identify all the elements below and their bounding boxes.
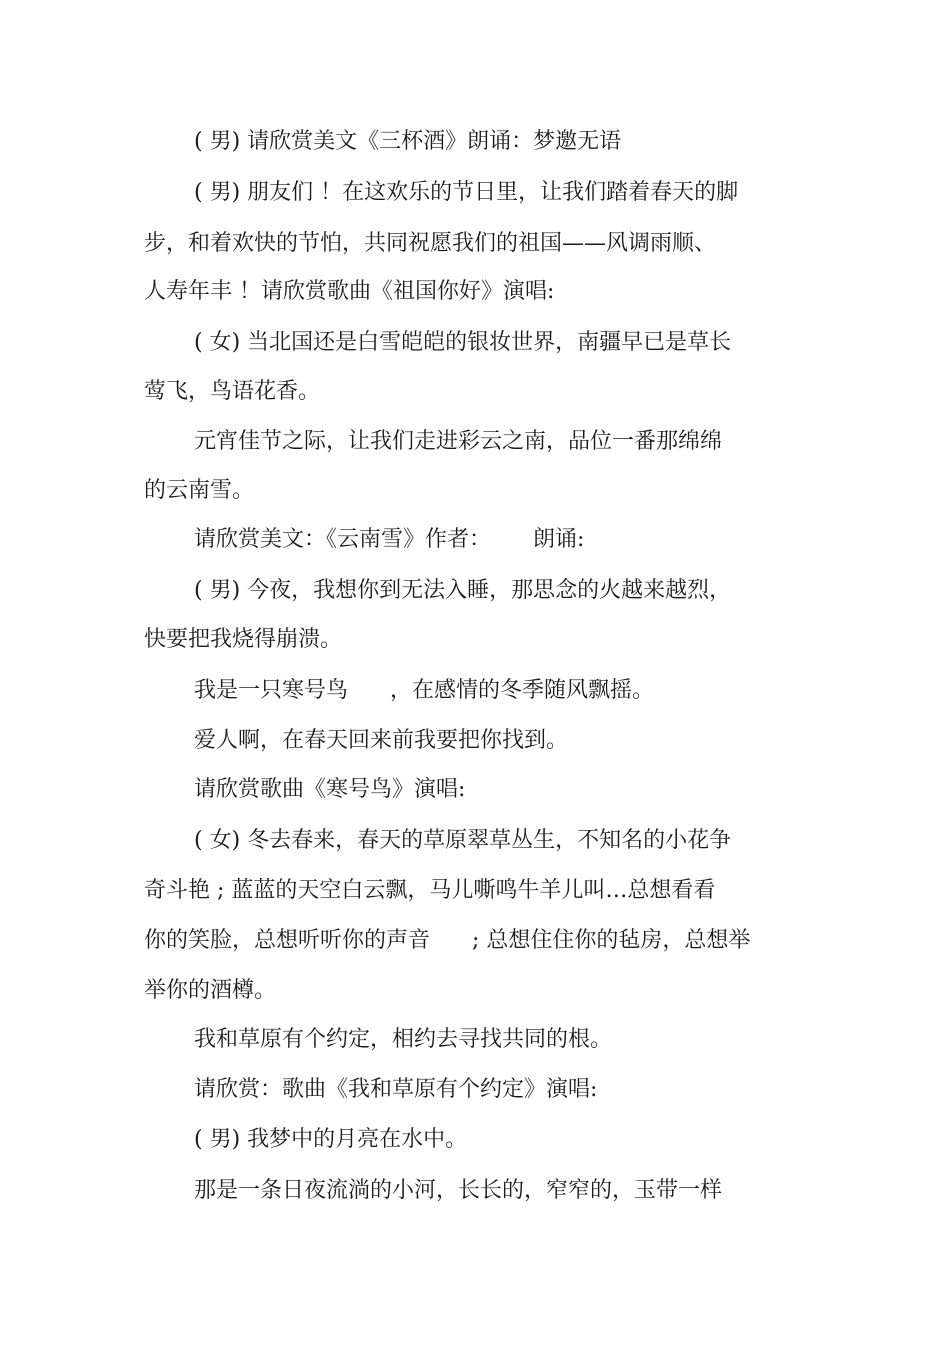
text-line: 你的笑脸，总想听听你的声音 ; 总想住住你的毡房，总想举: [144, 928, 751, 953]
text-line: 请欣赏歌曲《寒号鸟》演唱:: [194, 777, 466, 802]
text-line: ( 男) 我梦中的月亮在水中。: [194, 1127, 468, 1152]
text-line: 爱人啊，在春天回来前我要把你找到。: [194, 728, 569, 753]
text-line: 举你的酒樽。: [144, 978, 277, 1003]
text-line: ( 男) 今夜，我想你到无法入睡，那思念的火越来越烈，: [194, 578, 732, 603]
text-line: ( 男) 朋友们 ！在这欢乐的节日里，让我们踏着春天的脚: [194, 180, 739, 205]
text-line: 人寿年丰 ！请欣赏歌曲《祖国你好》演唱:: [144, 279, 555, 304]
text-line: 莺飞，鸟语花香。: [144, 379, 321, 404]
text-line: 请欣赏：歌曲《我和草原有个约定》演唱:: [194, 1077, 598, 1102]
text-line: 快要把我烧得崩溃。: [144, 627, 343, 652]
text-line: ( 女) 当北国还是白雪皑皑的银妆世界，南疆早已是草长: [194, 330, 732, 355]
text-line: 我和草原有个约定，相约去寻找共同的根。: [194, 1027, 613, 1052]
text-line: ( 女) 冬去春来，春天的草原翠草丛生，不知名的小花争: [194, 828, 732, 853]
text-line: 元宵佳节之际，让我们走进彩云之南，品位一番那绵绵: [194, 429, 723, 454]
text-line: 奇斗艳 ; 蓝蓝的天空白云飘，马儿嘶鸣牛羊儿叫…总想看看: [144, 878, 716, 903]
text-line: 步，和着欢快的节怕，共同祝愿我们的祖国——风调雨顺、: [144, 231, 717, 256]
text-line: 我是一只寒号鸟 ，在感情的冬季随风飘摇。: [194, 678, 654, 703]
text-line: 请欣赏美文：《云南雪》作者： 朗诵:: [194, 527, 585, 552]
text-line: ( 男) 请欣赏美文《三杯酒》朗诵：梦邀无语: [194, 129, 622, 154]
text-line: 的云南雪。: [144, 478, 255, 503]
text-line: 那是一条日夜流淌的小河，长长的，窄窄的，玉带一样: [194, 1178, 723, 1203]
